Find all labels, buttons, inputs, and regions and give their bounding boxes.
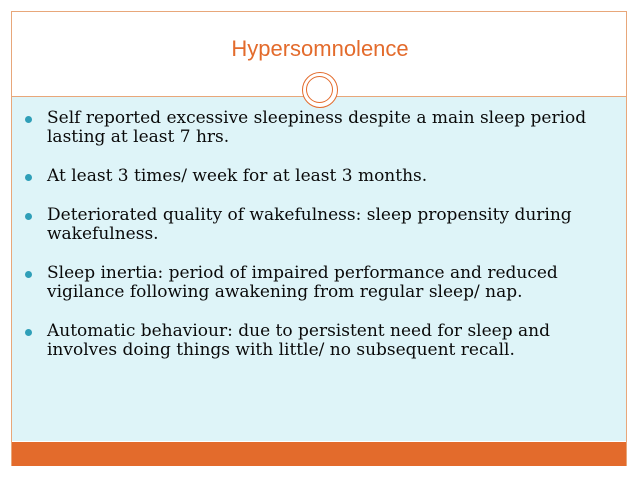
bullet-dot-icon	[25, 329, 32, 336]
bullet-text: At least 3 times/ week for at least 3 months.	[47, 166, 428, 186]
bullet-text: Automatic behaviour: due to persistent need for sleep and involves doing things with little/ no subsequent recall.	[47, 321, 550, 360]
bullet-item	[22, 264, 612, 302]
slide-title: Hypersomnolence	[231, 36, 409, 61]
bullet-item	[22, 109, 612, 147]
bullet-dot-icon	[25, 116, 32, 123]
bullet-item	[22, 206, 612, 244]
bullet-dot-icon	[25, 271, 32, 278]
bullet-item	[22, 167, 612, 186]
bullet-dot-icon	[25, 174, 32, 181]
bullet-text: Self reported excessive sleepiness despite a main sleep period lasting at least 7 hrs.	[47, 108, 587, 147]
bullet-item	[22, 322, 612, 360]
inner-circle-icon	[306, 76, 333, 103]
bullet-text: Sleep inertia: period of impaired performance and reduced vigilance following awakening from regular sleep/ nap.	[47, 263, 558, 302]
bullet-dot-icon	[25, 213, 32, 220]
bullet-text: Deteriorated quality of wakefulness: sleep propensity during wakefulness.	[47, 205, 572, 244]
bullet-list	[22, 109, 612, 380]
bottom-accent-bar	[12, 442, 626, 466]
slide	[11, 11, 627, 466]
circle-ornament-icon	[302, 72, 338, 108]
